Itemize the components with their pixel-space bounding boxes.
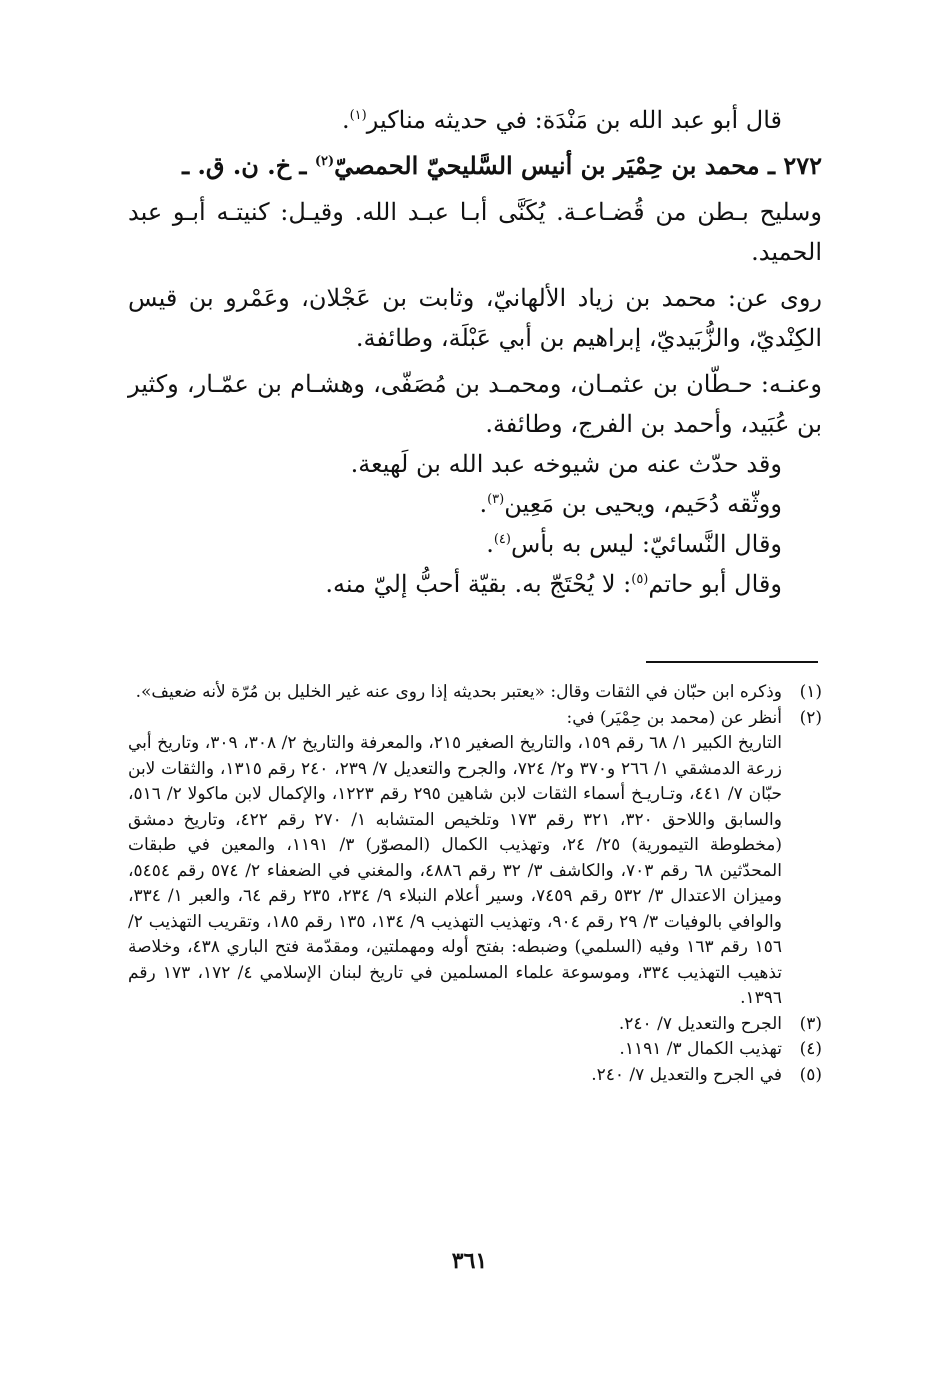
- footnotes: [128, 680, 822, 1088]
- footnote-text: وذكره ابن حبّان في الثقات وقال: «يعتبر بحديثه إذا روى عنه غير الخليل بن مُرّة لأنه ضعيف».: [135, 682, 782, 702]
- footnote-number: (٤): [799, 1039, 822, 1059]
- para-students: وعنـه: حـطّان بن عثمـان، ومحمـد بن مُصَفّى، وهشـام بن عمّـار، وكثير بن عُبَيد، وأحمد بن الفرج، وطائفة.: [128, 370, 822, 438]
- line-abu-hatim-rest: : لا يُحْتَجّ به. بقيّة أحبُّ إليّ منه.: [325, 570, 632, 598]
- footnote-number: (٢): [799, 707, 822, 728]
- closing-lines: [128, 444, 822, 604]
- footnote-3: [128, 1012, 822, 1038]
- footnote-ref-2[interactable]: (٢): [314, 154, 335, 169]
- footnote-ref-3[interactable]: (٣): [487, 492, 505, 507]
- line-tawthiq-end: .: [479, 490, 488, 518]
- footnote-ref-5[interactable]: (٥): [631, 572, 649, 587]
- footnote-5: [128, 1063, 822, 1089]
- line-ibn-manda: [128, 100, 822, 140]
- main-text: [128, 100, 822, 604]
- page-number: ٣٦١: [451, 1248, 488, 1274]
- footnote-number: (٥): [799, 1064, 822, 1085]
- footnote-number: (٣): [799, 1013, 822, 1034]
- line-nasai: [128, 524, 822, 564]
- line-abu-hatim: [128, 564, 822, 604]
- line-hadith: وقد حدّث عنه من شيوخه عبد الله بن لَهيعة.: [350, 450, 782, 478]
- footnote-text: تهذيب الكمال ٣/ ١١٩١.: [619, 1039, 782, 1059]
- footnote-ref-1[interactable]: (١): [349, 108, 367, 123]
- line-ibn-manda-text: قال أبو عبد الله بن مَنْدَة: في حديثه مناكير: [366, 106, 782, 134]
- footnote-text: في الجرح والتعديل ٧/ ٢٤٠.: [591, 1064, 782, 1085]
- footnote-number: (١): [799, 682, 822, 702]
- line-abu-hatim-text: وقال أبو حاتم: [648, 570, 782, 598]
- entry-heading: [128, 146, 822, 186]
- footnote-2-sources: التاريخ الكبير ١/ ٦٨ رقم ١٥٩، والتاريخ الصغير ٢١٥، والمعرفة والتاريخ ٢/ ٣٠٨، ٣٠٩، وتاريخ أبي زرعة الدمشقي ١/ ٢٦٦ و٣٧٠ و٢/ ٧٢٤، والجرح والتعديل ٧/ ٢٣٩، ٢٤٠ رقم ١٣١٥، والثقات لابن حبّان ٧/ ٤٤١، وتـاريـخ أسماء الثقات لابن شاهين ٢٩٥ رقم ١٢٢٣، والإكمال لابن ماكولا ٢/ ٥١٦، والسابق واللاحق ٣٢٠، ٣٢١ رقم ١٧٣ وتلخيص المتشابه ١/ ٢٧٠ رقم ٤٢٢، وتاريخ دمشق (مخطوطة التيمورية) ٢٥/ ٢٤، وتهذيب الكمال (المصوّر) ٣/ ١١٩١، والمعين في طبقات المحدّثين ٦٨ رقم ٧٠٣، والكاشف ٣/ ٣٢ رقم ٤٨٨٦، والمغني في الضعفاء ٢/ ٥٧٤ رقم ٥٤٥٤، وميزان الاعتدال ٣/ ٥٣٢ رقم ٧٤٥٩، وسير أعلام النبلاء ٩/ ٢٣٤، ٢٣٥ رقم ٦٤، والعبر ١/ ٣٣٤، والوافي بالوفيات ٣/ ٢٩ رقم ٩٠٤، وتهذيب التهذيب ٩/ ١٣٤، ١٣٥ رقم ١٨٥، وتقريب التهذيب ٢/ ١٥٦ رقم ١٦٣ وفيه (السلمي) وضبطه: بفتح أوله ومهملتين، ومقدّمة فتح الباري ٤٣٨، وخلاصة تذهيب التهذيب ٣٣٤، وموسوعة علماء المسلمين في تاريخ لبنان الإسلامي ٤/ ١٧٢، ١٧٣ رقم ١٣٩٦.: [128, 733, 783, 1008]
- line-nasai-text: وقال النَّسائيّ: ليس به بأس: [510, 530, 782, 558]
- footnote-1: [128, 680, 822, 706]
- footnote-4: [128, 1037, 822, 1063]
- entry-heading-sigla: ـ خ. ن. ق. ـ: [182, 151, 315, 180]
- para-teachers: روى عن: محمد بن زياد الألهانيّ، وثابت بن عَجْلان، وعَمْرو بن قيس الكِنْديّ، والزُّبَيديّ، إبراهيم بن أبي عَبْلَة، وطائفة.: [128, 284, 822, 352]
- footnote-ref-4[interactable]: (٤): [493, 532, 511, 547]
- line-nasai-end: .: [486, 530, 494, 558]
- para-nisba: وسليح بـطن من قُضـاعـة. يُكَنَّى أبـا عبـد الله. وقيـل: كنيتـه أبـو عبد الحميد.: [128, 198, 822, 266]
- line-tawthiq: [128, 484, 822, 524]
- line-tawthiq-text: ووثّقه دُحَيم، ويحيى بن مَعِين: [504, 490, 782, 518]
- footnote-separator: [646, 661, 818, 663]
- footnote-2: [128, 706, 822, 732]
- entry-heading-text: ٢٧٢ ـ محمد بن حِمْيَر بن أنيس السَّليحيّ الحمصيّ: [334, 151, 822, 180]
- footnote-text: أنظر عن (محمد بن حِمْيَر) في:: [566, 707, 782, 728]
- line-ibn-manda-end: .: [341, 106, 350, 134]
- footnote-text: الجرح والتعديل ٧/ ٢٤٠.: [618, 1013, 782, 1034]
